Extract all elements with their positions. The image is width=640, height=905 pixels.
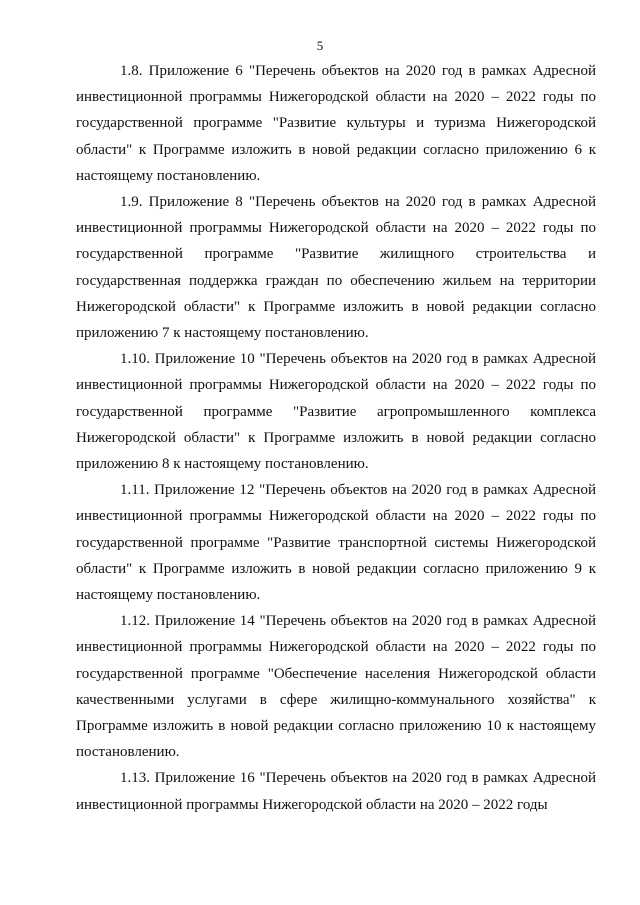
paragraph-1-10: 1.10. Приложение 10 "Перечень объектов на 2020 год в рамках Адресной инвестиционной программы Нижегородской области на 2020 – 2022 годы по государственной программе "Развитие агропромышленного комплекса Нижегородской области" к Программе изложить в новой редакции согласно приложению 8 к настоящему постановлению. xyxy=(76,351,596,473)
paragraph-1-9: 1.9. Приложение 8 "Перечень объектов на 2020 год в рамках Адресной инвестиционной программы Нижегородской области на 2020 – 2022 годы по государственной программе "Развитие жилищного строительства и государственная поддержка граждан по обеспечению жильем на территории Нижегородской области" к Программе изложить в новой редакции согласно приложению 7 к настоящему постановлению. xyxy=(76,194,596,342)
paragraph-1-13: 1.13. Приложение 16 "Перечень объектов на 2020 год в рамках Адресной инвестиционной программы Нижегородской области на 2020 – 2022 годы xyxy=(76,770,596,813)
document-body xyxy=(76,58,596,818)
paragraph-1-12: 1.12. Приложение 14 "Перечень объектов на 2020 год в рамках Адресной инвестиционной программы Нижегородской области на 2020 – 2022 годы по государственной программе "Обеспечение населения Нижегородской области качественными услугами в сфере жилищно-коммунального хозяйства" к Программе изложить в новой редакции согласно приложению 10 к настоящему постановлению. xyxy=(76,613,596,761)
page-number: 5 xyxy=(316,38,324,53)
paragraph-1-11: 1.11. Приложение 12 "Перечень объектов на 2020 год в рамках Адресной инвестиционной программы Нижегородской области на 2020 – 2022 годы по государственной программе "Развитие транспортной системы Нижегородской области" к Программе изложить в новой редакции согласно приложению 9 к настоящему постановлению. xyxy=(76,482,596,604)
paragraph-1-8: 1.8. Приложение 6 "Перечень объектов на 2020 год в рамках Адресной инвестиционной программы Нижегородской области на 2020 – 2022 годы по государственной программе "Развитие культуры и туризма Нижегородской области" к Программе изложить в новой редакции согласно приложению 6 к настоящему постановлению. xyxy=(76,63,596,184)
